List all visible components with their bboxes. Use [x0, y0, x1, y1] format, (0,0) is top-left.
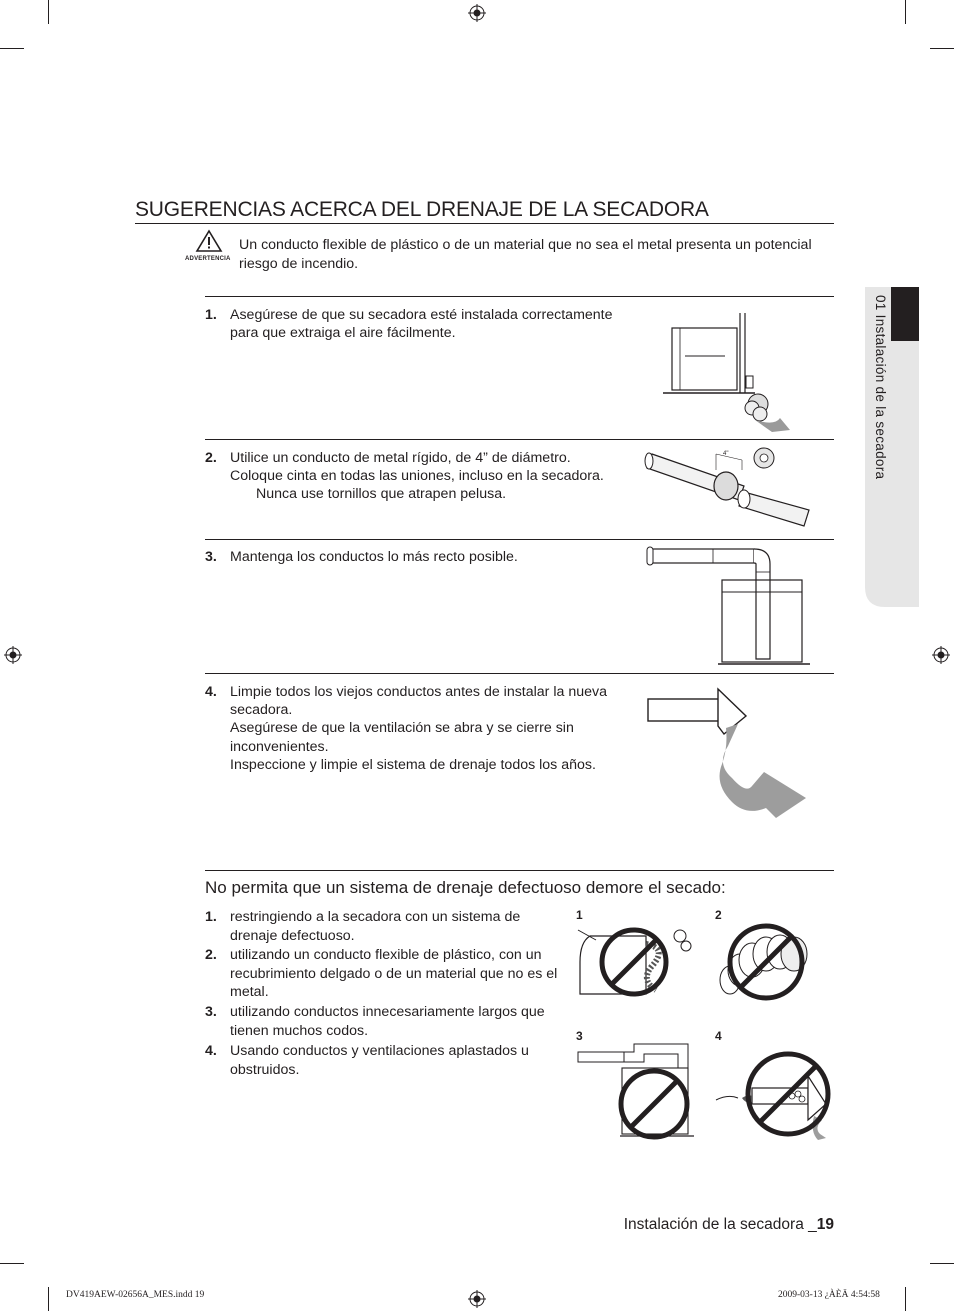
- step-line: Asegúrese de que la ventilación se abra y se cierre sin: [230, 720, 574, 737]
- step-line: Coloque cinta en todas las uniones, incluso en la secadora.: [230, 468, 604, 485]
- registration-mark-icon: [468, 4, 486, 22]
- duct-size-label: 4": [723, 451, 729, 457]
- crop-mark: [0, 1263, 24, 1264]
- slug-timestamp: 2009-03-13 ¿ÀÈÄ 4:54:58: [778, 1290, 880, 1300]
- figure-label-1: 1: [576, 908, 583, 922]
- step-line: inconvenientes.: [230, 738, 329, 755]
- title-rule: [135, 223, 834, 224]
- long-duct-prohibited-icon: [576, 1042, 700, 1140]
- crop-mark: [48, 1287, 49, 1311]
- straight-duct-illustration: [646, 544, 812, 668]
- step-rule: [205, 870, 834, 871]
- step-3: [205, 548, 625, 568]
- registration-mark-icon: [932, 646, 950, 664]
- step-number: 1.: [205, 307, 217, 323]
- vent-cleaning-illustration: [646, 686, 812, 820]
- step-line: Nunca use tornillos que atrapen pelusa.: [256, 486, 507, 503]
- step-line: secadora.: [230, 702, 293, 719]
- step-rule: [205, 539, 834, 540]
- step-number: 3.: [205, 549, 217, 565]
- step-rule: [205, 296, 834, 297]
- item-line: Usando conductos y ventilaciones aplastados u: [230, 1043, 529, 1059]
- step-2: [205, 449, 625, 509]
- warning-icon: [196, 230, 222, 252]
- step-1: [205, 306, 625, 346]
- item-line: utilizando conductos innecesariamente largos que: [230, 1004, 545, 1020]
- crop-mark: [0, 48, 24, 49]
- side-tab-label: 01 Instalación de la secadora: [873, 295, 888, 480]
- step-rule: [205, 439, 834, 440]
- crop-mark: [930, 48, 954, 49]
- item-line: recubrimiento delgado o de un material que no es el: [230, 965, 558, 982]
- figure-label-4: 4: [715, 1029, 722, 1043]
- crop-mark: [930, 1263, 954, 1264]
- dryer-installation-illustration: [660, 308, 800, 436]
- step-line: Asegúrese de que su secadora esté instalada correctamente: [230, 307, 613, 323]
- page-footer: [624, 1216, 834, 1234]
- no-permit-item-2: [205, 946, 575, 1002]
- item-line: tienen muchos codos.: [230, 1022, 369, 1039]
- no-permit-item-1: [205, 908, 575, 946]
- step-number: 2.: [205, 450, 217, 466]
- slug-file: DV419AEW-02656A_MES.indd 19: [66, 1290, 205, 1300]
- step-number: 4.: [205, 684, 217, 700]
- no-permit-heading: No permita que un sistema de drenaje defectuoso demore el secado:: [205, 878, 726, 897]
- warning-label: ADVERTENCIA: [185, 256, 231, 262]
- crop-mark: [905, 1287, 906, 1311]
- section-title: SUGERENCIAS ACERCA DEL DRENAJE DE LA SECADORA: [135, 198, 709, 221]
- no-permit-item-4: [205, 1042, 575, 1080]
- step-4: [205, 683, 625, 778]
- step-line: para que extraiga el aire fácilmente.: [230, 325, 456, 342]
- step-line: Mantenga los conductos lo más recto posible.: [230, 549, 518, 565]
- rigid-duct-illustration: [644, 444, 814, 536]
- crop-mark: [905, 0, 906, 24]
- item-line: utilizando un conducto flexible de plástico, con un: [230, 947, 542, 963]
- warning-text: Un conducto flexible de plástico o de un material que no sea el metal presenta un potencial riesgo de incendio.: [239, 237, 812, 272]
- registration-mark-icon: [468, 1290, 486, 1308]
- registration-mark-icon: [4, 646, 22, 664]
- item-line: obstruidos.: [230, 1061, 300, 1078]
- page-number: 19: [816, 1216, 834, 1233]
- step-rule: [205, 673, 834, 674]
- item-number: 4.: [205, 1043, 217, 1059]
- step-line: Utilice un conducto de metal rígido, de 4” de diámetro.: [230, 450, 571, 466]
- item-number: 1.: [205, 909, 217, 925]
- item-line: metal.: [230, 984, 269, 1000]
- crop-mark: [48, 0, 49, 24]
- obstructed-vent-prohibited-icon: [714, 1042, 836, 1142]
- item-line: drenaje defectuoso.: [230, 927, 355, 944]
- restricted-dryer-prohibited-icon: [576, 922, 696, 1000]
- figure-label-3: 3: [576, 1029, 583, 1043]
- item-number: 2.: [205, 947, 217, 963]
- item-number: 3.: [205, 1004, 217, 1020]
- footer-text: Instalación de la secadora _: [623, 1216, 817, 1233]
- step-line: Inspeccione y limpie el sistema de drenaje todos los años.: [230, 756, 596, 773]
- flexible-duct-prohibited-icon: [714, 922, 820, 1002]
- figure-label-2: 2: [715, 908, 722, 922]
- step-line: Limpie todos los viejos conductos antes de instalar la nueva: [230, 684, 607, 700]
- no-permit-item-3: [205, 1003, 575, 1041]
- item-line: restringiendo a la secadora con un sistema de: [230, 909, 521, 925]
